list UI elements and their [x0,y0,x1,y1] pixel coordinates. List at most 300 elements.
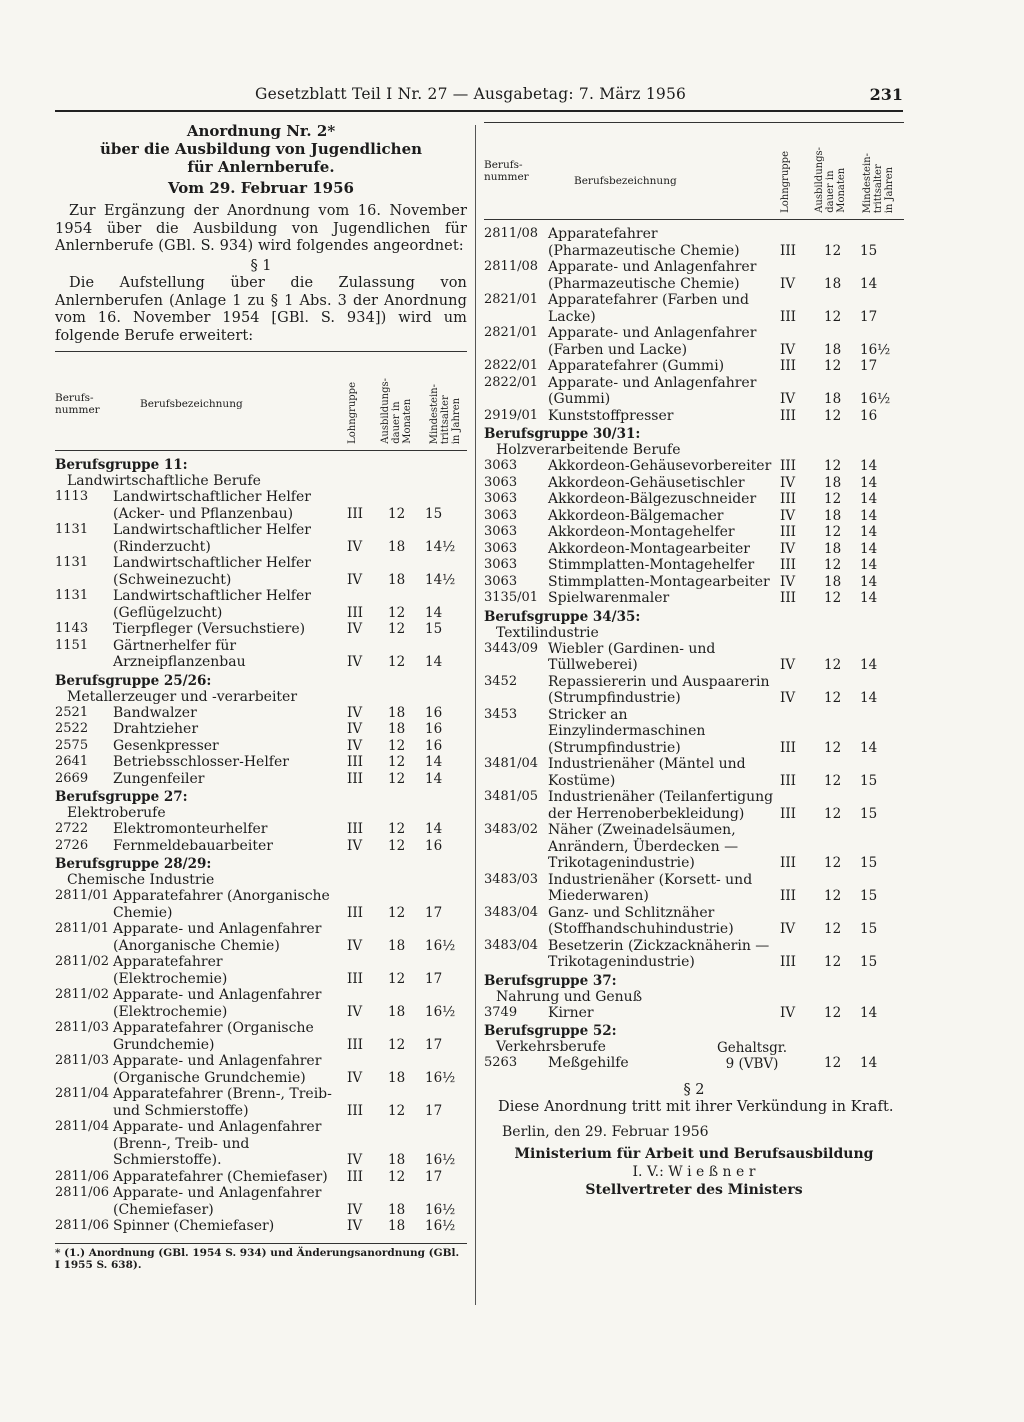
minimum-age: 15 [860,921,878,937]
training-months: 12 [824,590,842,606]
occupation-name: Apparatefahrer (Chemiefaser) [113,1168,328,1185]
wage-group: IV [347,1003,363,1020]
minimum-age: 14 [860,524,878,540]
wage-group: III [780,557,796,573]
training-months: 12 [388,604,406,621]
group-title: Berufsgruppe 11: [55,457,188,473]
wage-group: III [780,458,796,474]
signatory: I. V.: W i e ß n e r [632,1163,756,1180]
occupation-name: Repassiererin und Auspaarerin (Strumpfindustrie) [548,673,770,706]
table-row [55,754,467,771]
table-row [484,707,904,757]
wage-group: IV [780,540,796,557]
occupation-number: 3063 [484,524,518,539]
header-min-age: Mindestein- trittsalter in Jahren [862,152,895,213]
occupation-name: Apparate- und Anlagenfahrer (Brenn-, Treib- und Schmierstoffe). [113,1119,322,1168]
minimum-age: 16½ [860,341,891,358]
minimum-age: 15 [860,855,878,871]
wage-group: III [347,821,363,837]
title-line: über die Ausbildung von Jugendlichen [99,140,423,158]
occupation-number: 2811/01 [55,888,110,903]
header-number: Berufs- nummer [484,159,529,183]
left-table-body [55,457,467,1235]
training-months: 12 [388,837,406,854]
training-months: 12 [388,1036,406,1053]
minimum-age: 16½ [425,1003,456,1020]
minimum-age: 14½ [425,538,456,555]
minimum-age: 16 [860,407,878,424]
training-months: 12 [824,805,842,822]
wage-group: IV [347,1069,363,1086]
section-1-text: Die Aufstellung über die Zulassung von Anlernberufen (Anlage 1 zu § 1 Abs. 3 der Anordnung vom 16. November 1954 [GBl. S. 934]) wird um folgende Berufe erweitert: [55,275,467,344]
group-subtitle: Landwirtschaftliche Berufe [67,473,261,489]
training-months: 12 [388,1102,406,1119]
occupation-name: Apparate- und Anlagenfahrer (Elektrochemie) [113,987,322,1020]
minimum-age: 16 [425,837,443,854]
wage-group: III [780,805,796,822]
occupation-name: Näher (Zweinadelsäumen, Anrändern, Überdecken — Trikotagenindustrie) [548,822,739,871]
occupation-name: Kunststoffpresser [548,407,674,424]
wage-group: IV [347,621,363,637]
training-months: 12 [824,358,842,374]
group-subtitle: Textilindustrie [496,624,599,641]
occupation-group [55,856,467,888]
occupation-number: 2821/01 [484,325,539,340]
table-row [484,557,904,574]
training-months: 12 [824,308,842,325]
minimum-age: 16½ [860,391,891,407]
training-months: 18 [824,391,842,407]
occupation-name: Besetzerin (Zickzacknäherin — Trikotagenindustrie) [548,937,770,970]
header-name: Berufsbezeichnung [574,175,677,187]
table-row [484,789,904,822]
section-1-label: § 1 [250,257,272,274]
occupation-name: Industrienäher (Mäntel und Kostüme) [548,756,746,789]
occupation-name: Gärtnerhelfer für Arzneipflanzenbau [113,637,246,670]
page-header [55,84,903,112]
training-months: 12 [388,505,406,522]
occupation-name: Apparatefahrer (Farben und Lacke) [548,292,749,325]
table-row [484,1005,904,1022]
occupation-name: Apparate- und Anlagenfahrer (Pharmazeutische Chemie) [548,259,757,292]
occupation-name: Tierpfleger (Versuchstiere) [113,621,306,637]
occupation-name: Ganz- und Schlitznäher (Stoffhandschuhindustrie) [548,904,734,937]
occupation-number: 3443/09 [484,640,539,656]
occupation-name: Gesenkpresser [113,737,219,754]
minimum-age: 15 [860,242,878,259]
occupation-number: 2811/03 [55,1020,110,1035]
wage-group: IV [347,654,363,670]
wage-group: III [780,772,796,789]
occupation-name: Fernmeldebauarbeiter [113,837,273,854]
wage-group: Gehaltsgr. 9 (VBV) [716,1039,788,1072]
minimum-age: 15 [425,505,443,522]
group-title: Berufsgruppe 30/31: [484,426,641,442]
minimum-age: 15 [860,888,878,904]
minimum-age: 14 [425,821,443,837]
header-number: Berufs- nummer [55,392,100,416]
ordinance-title [55,122,467,197]
occupation-number: 2811/01 [55,921,110,936]
group-title: Berufsgruppe 27: [55,789,188,805]
minimum-age: 15 [860,954,878,970]
minimum-age: 15 [425,621,443,637]
occupation-name: Apparate- und Anlagenfahrer (Farben und Lacke) [548,325,757,358]
table-row [55,987,467,1020]
occupation-number: 2811/06 [55,1185,110,1200]
training-months: 18 [824,474,842,491]
training-months: 12 [824,524,842,540]
training-months: 18 [388,571,406,588]
wage-group: IV [780,690,796,706]
minimum-age: 17 [425,904,443,921]
occupation-name: Apparate- und Anlagenfahrer (Organische Grundchemie) [113,1053,322,1086]
table-row [55,522,467,555]
occupation-number: 2641 [55,754,89,769]
minimum-age: 16½ [425,1152,456,1168]
occupation-name: Meßgehilfe [548,1055,629,1071]
group-title: Berufsgruppe 37: [484,972,617,989]
wage-group: IV [347,538,363,555]
training-months: 12 [824,242,842,259]
group-subtitle: Elektroberufe [67,805,166,821]
occupation-number: 2669 [55,770,89,786]
occupation-number: 1113 [55,489,89,504]
minimum-age: 17 [425,1168,443,1185]
header-name: Berufsbezeichnung [140,398,243,410]
occupation-name: Stricker an Einzylindermaschinen (Strumpfindustrie) [548,706,706,756]
title-line: für Anlernberufe. [187,158,335,176]
minimum-age: 14 [860,507,878,524]
occupation-number: 2522 [55,721,89,736]
wage-group: III [347,505,363,522]
occupation-name: Stimmplatten-Montagehelfer [548,557,755,573]
training-months: 18 [824,341,842,358]
group-subtitle: Holzverarbeitende Berufe [496,442,681,458]
wage-group: IV [347,837,363,854]
minimum-age: 14 [860,557,878,573]
training-months: 12 [824,855,842,871]
table-header [55,351,467,451]
table-row [55,1119,467,1169]
table-row [484,259,904,292]
header-wage-group: Lohngruppe [780,151,791,213]
minimum-age: 16 [425,737,443,754]
occupation-number: 3063 [484,474,518,490]
place-date: Berlin, den 29. Februar 1956 [502,1123,709,1140]
training-months: 12 [388,770,406,787]
training-months: 12 [824,772,842,789]
occupation-number: 5263 [484,1055,518,1070]
occupation-name: Apparatefahrer (Elektrochemie) [113,954,228,987]
minimum-age: 14 [425,654,443,670]
minimum-age: 14 [860,491,878,507]
training-months: 12 [824,557,842,573]
minimum-age: 15 [860,772,878,789]
occupation-name: Landwirtschaftlicher Helfer (Geflügelzucht) [113,588,311,621]
ministry-name: Ministerium für Arbeit und Berufsausbildung [514,1145,874,1162]
training-months: 12 [824,1004,842,1021]
table-header [484,122,904,220]
occupation-name: Apparate- und Anlagenfahrer (Anorganische Chemie) [113,921,322,954]
table-row [484,358,904,375]
group-title: Berufsgruppe 52: [484,1023,617,1039]
occupation-number: 3483/03 [484,871,539,887]
occupation-number: 1131 [55,588,89,603]
wage-group: IV [347,737,363,754]
occupation-number: 3063 [484,491,518,506]
training-months: 12 [824,491,842,507]
table-row [484,590,904,607]
occupation-number: 1131 [55,555,89,570]
right-column [484,122,904,1199]
training-months: 12 [824,954,842,970]
wage-group: III [780,954,796,970]
occupation-number: 3483/04 [484,937,539,953]
group-title: Berufsgruppe 25/26: [55,672,212,689]
minimum-age: 16 [425,704,443,721]
occupation-number: 2811/02 [55,954,110,969]
minimum-age: 17 [860,358,878,374]
wage-group: III [780,308,796,325]
occupation-number: 3481/04 [484,756,539,771]
occupation-number: 3749 [484,1004,518,1020]
group-subtitle: Verkehrsberufe [496,1039,606,1055]
wage-group: IV [347,1201,363,1218]
training-months: 12 [824,407,842,424]
occupation-number: 2811/06 [55,1218,110,1233]
training-months: 12 [388,970,406,987]
table-row [484,508,904,525]
wage-group: III [347,1036,363,1053]
table-row [484,458,904,475]
minimum-age: 14 [860,573,878,590]
occupation-name: Betriebsschlosser-Helfer [113,754,289,770]
occupation-number: 2811/02 [55,987,110,1002]
occupation-number: 2521 [55,704,89,720]
training-months: 12 [388,737,406,754]
occupation-number: 2822/01 [484,358,539,373]
training-months: 12 [824,739,842,756]
minimum-age: 14 [860,739,878,756]
training-months: 18 [824,573,842,590]
minimum-age: 14 [425,604,443,621]
table-row [55,1086,467,1119]
occupation-name: Wiebler (Gardinen- und Tüllweberei) [548,640,716,673]
occupation-name: Akkordeon-Gehäusetischler [548,474,745,491]
table-row [484,226,904,259]
training-months: 18 [388,1003,406,1020]
training-months: 18 [388,1201,406,1218]
occupation-name: Akkordeon-Bälgezuschneider [548,491,757,507]
training-months: 12 [824,921,842,937]
table-row [484,325,904,358]
minimum-age: 16½ [425,1069,456,1086]
wage-group: IV [780,341,796,358]
minimum-age: 16½ [425,937,456,954]
occupation-number: 2726 [55,837,89,853]
signatory-role: Stellvertreter des Ministers [585,1181,803,1198]
right-table-body [484,426,904,1072]
training-months: 18 [824,540,842,557]
wage-group: IV [347,937,363,954]
wage-group: III [780,888,796,904]
journal-title: Gesetzblatt Teil I Nr. 27 — Ausgabetag: 7. März 1956 [255,85,687,103]
wage-group: III [780,491,796,507]
occupation-number: 3063 [484,458,518,473]
training-months: 12 [388,904,406,921]
table-row [55,738,467,755]
occupation-name: Apparatefahrer (Anorganische Chemie) [113,888,330,921]
minimum-age: 14 [425,770,443,787]
occupation-number: 2822/01 [484,374,539,390]
wage-group: IV [347,571,363,588]
occupation-number: 3063 [484,573,518,589]
wage-group: IV [347,721,363,737]
occupation-name: Landwirtschaftlicher Helfer (Acker- und Pflanzenbau) [113,489,311,522]
training-months: 12 [388,1168,406,1185]
occupation-number: 2575 [55,737,89,753]
column-divider [475,125,476,1305]
minimum-age: 14 [860,590,878,606]
occupation-number: 2821/01 [484,292,539,307]
table-row [55,954,467,987]
intro-paragraph: Zur Ergänzung der Anordnung vom 16. November 1954 über die Ausbildung von Jugendlichen für Anlernberufe (GBl. S. 934) wird folgendes angeordnet: [55,203,467,254]
occupation-number: 3453 [484,706,518,722]
occupation-group [55,457,467,489]
wage-group: IV [780,573,796,590]
table-row [55,1185,467,1218]
group-subtitle: Chemische Industrie [67,872,215,888]
table-row [55,588,467,621]
minimum-age: 16½ [425,1218,456,1234]
wage-group: IV [347,704,363,721]
table-row [55,838,467,855]
wage-group: III [347,904,363,921]
wage-group: III [780,739,796,756]
minimum-age: 15 [860,805,878,822]
table-row [55,771,467,788]
minimum-age: 17 [425,1102,443,1119]
table-row [484,574,904,591]
ordinance-date: Vom 29. Februar 1956 [168,179,354,197]
occupation-name: Kirner [548,1004,594,1021]
table-row [484,822,904,872]
wage-group: IV [780,1004,796,1021]
occupation-name: Spielwarenmaler [548,590,670,606]
wage-group: IV [780,275,796,292]
occupation-number: 3483/02 [484,822,539,837]
table-row [484,756,904,789]
wage-group: III [347,1168,363,1185]
occupation-name: Zungenfeiler [113,770,205,787]
occupation-group [484,609,904,641]
occupation-group [484,973,904,1005]
table-row [55,921,467,954]
occupation-name: Akkordeon-Bälgemacher [548,507,724,524]
occupation-name: Akkordeon-Montagehelfer [548,524,735,540]
footnote: * (1.) Anordnung (GBl. 1954 S. 934) und Änderungsanordnung (GBl. I 1955 S. 638). [55,1243,467,1271]
table-row [55,1218,467,1235]
minimum-age: 14 [860,657,878,673]
wage-group: IV [780,391,796,407]
occupation-name: Elektromonteurhelfer [113,821,268,837]
table-row [55,555,467,588]
training-months: 18 [388,704,406,721]
occupation-name: Industrienäher (Korsett- und Miederwaren) [548,871,753,904]
occupation-name: Landwirtschaftlicher Helfer (Schweinezucht) [113,555,311,588]
header-wage-group: Lohngruppe [347,382,358,444]
occupation-name: Apparatefahrer (Brenn-, Treib- und Schmierstoffe) [113,1086,332,1119]
minimum-age: 14 [860,1004,878,1021]
occupation-group [484,426,904,458]
occupation-number: 3135/01 [484,590,539,605]
minimum-age: 17 [425,1036,443,1053]
table-row [55,1053,467,1086]
training-months: 18 [388,1069,406,1086]
minimum-age: 14 [860,275,878,292]
group-title: Berufsgruppe 28/29: [55,856,212,872]
minimum-age: 14 [860,474,878,491]
training-months: 12 [388,821,406,837]
occupation-name: Landwirtschaftlicher Helfer (Rinderzucht) [113,522,311,555]
occupation-name: Stimmplatten-Montagearbeiter [548,573,770,590]
occupation-number: 3483/04 [484,904,539,920]
group-subtitle: Metallerzeuger und -verarbeiter [67,688,298,705]
wage-group: III [780,242,796,259]
occupation-name: Akkordeon-Gehäusevorbereiter [548,458,772,474]
training-months: 12 [824,690,842,706]
training-months: 18 [388,538,406,555]
occupation-name: Apparate- und Anlagenfahrer (Chemiefaser) [113,1185,322,1218]
occupation-number: 3452 [484,673,518,689]
occupation-number: 2811/08 [484,259,539,274]
minimum-age: 14½ [425,571,456,588]
occupation-number: 3063 [484,507,518,523]
occupation-name: Akkordeon-Montagearbeiter [548,540,750,557]
wage-group: III [347,770,363,787]
training-months: 12 [824,1055,842,1071]
wage-group: III [780,524,796,540]
wage-group: IV [780,507,796,524]
table-row [484,872,904,905]
table-row [484,905,904,938]
minimum-age: 14 [860,1055,878,1071]
wage-group: III [347,970,363,987]
occupation-number: 2811/06 [55,1168,110,1184]
header-min-age: Mindestein- trittsalter in Jahren [429,383,462,444]
minimum-age: 14 [425,754,443,770]
occupation-group [55,789,467,821]
minimum-age: 14 [860,690,878,706]
occupation-name: Spinner (Chemiefaser) [113,1218,275,1234]
table-row [55,621,467,638]
page-number: 231 [869,85,903,104]
table-row [55,638,467,671]
wage-group: IV [780,474,796,491]
occupation-name: Industrienäher (Teilanfertigung der Herrenoberbekleidung) [548,789,774,822]
training-months: 12 [824,888,842,904]
training-months: 18 [388,1218,406,1234]
table-row [484,491,904,508]
header-duration: Ausbildungs- dauer in Monaten [380,378,413,444]
occupation-group [484,1023,904,1055]
header-duration: Ausbildungs- dauer in Monaten [814,147,847,213]
table-row [484,674,904,707]
section-2-label: § 2 [683,1081,705,1098]
wage-group: III [347,754,363,770]
wage-group: IV [347,1152,363,1168]
